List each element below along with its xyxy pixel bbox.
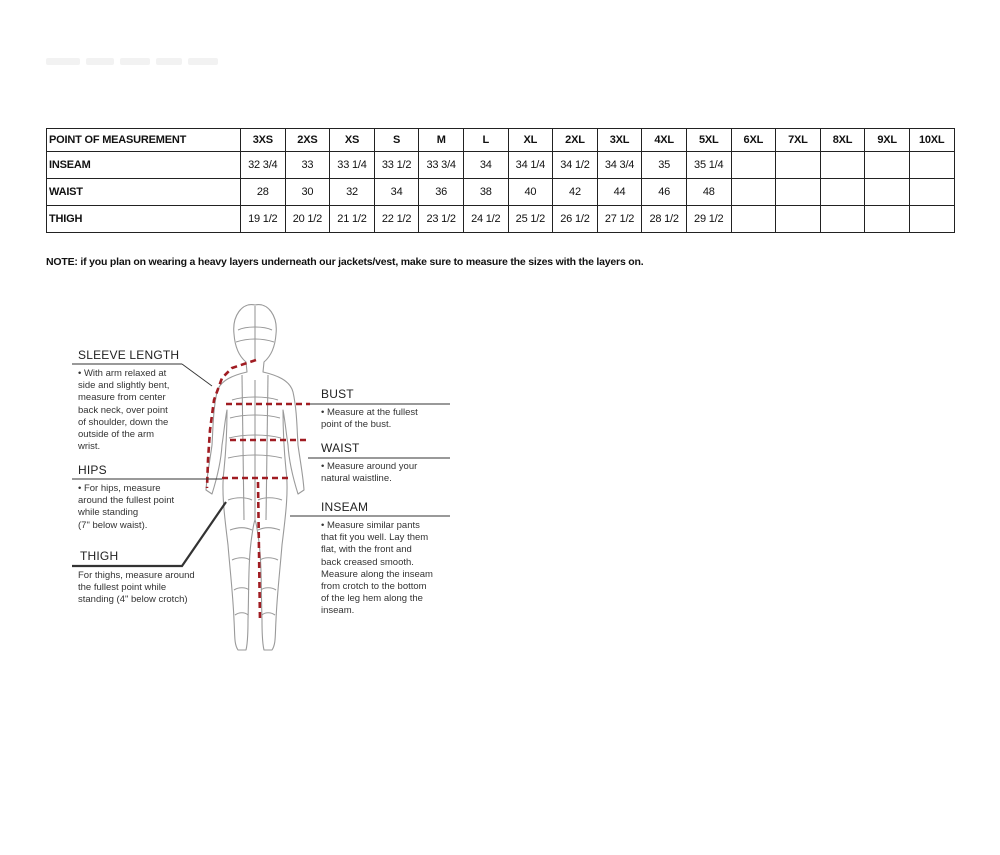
size-header-7xl: 7XL (776, 129, 821, 152)
sleeve-length-line (207, 360, 256, 488)
table-cell: 34 1/2 (553, 152, 598, 179)
size-header-9xl: 9XL (865, 129, 910, 152)
table-cell: 23 1/2 (419, 206, 464, 233)
measurement-header: POINT OF MEASUREMENT (47, 129, 241, 152)
table-cell: 33 1/4 (330, 152, 375, 179)
table-cell: 40 (508, 179, 553, 206)
table-cell: 20 1/2 (285, 206, 330, 233)
sleeve-length-title: SLEEVE LENGTH (78, 348, 180, 362)
waist-title: WAIST (321, 441, 360, 455)
sleeve-length-desc: • With arm relaxed at side and slightly bent, measure from center back neck, over point of shoulder, down the outside of the arm wrist. (78, 368, 170, 453)
inseam-desc: • Measure similar pants that fit you well. Lay them flat, with the front and back creased smooth. Measure along the inseam from crotch to the bottom of the leg hem along the inseam. (321, 520, 433, 617)
layering-note: NOTE: if you plan on wearing a heavy layers underneath our jackets/vest, make sure to measure the sizes with the layers on. (46, 256, 644, 268)
size-header-4xl: 4XL (642, 129, 687, 152)
row-label: WAIST (47, 179, 241, 206)
table-cell: 24 1/2 (463, 206, 508, 233)
table-cell: 22 1/2 (374, 206, 419, 233)
table-cell: 29 1/2 (686, 206, 731, 233)
table-cell: 30 (285, 179, 330, 206)
table-cell: 33 3/4 (419, 152, 464, 179)
size-header-l: L (463, 129, 508, 152)
row-label: THIGH (47, 206, 241, 233)
size-header-3xl: 3XL (597, 129, 642, 152)
size-header-8xl: 8XL (820, 129, 865, 152)
table-cell: 34 (374, 179, 419, 206)
table-cell: 32 3/4 (241, 152, 286, 179)
table-cell: 33 (285, 152, 330, 179)
table-cell: 21 1/2 (330, 206, 375, 233)
row-label: INSEAM (47, 152, 241, 179)
table-cell: 44 (597, 179, 642, 206)
inseam-line (258, 482, 260, 622)
table-cell: 28 1/2 (642, 206, 687, 233)
table-cell: 34 1/4 (508, 152, 553, 179)
size-header-xl: XL (508, 129, 553, 152)
size-header-xs: XS (330, 129, 375, 152)
size-header-6xl: 6XL (731, 129, 776, 152)
table-cell: 33 1/2 (374, 152, 419, 179)
table-cell: 35 1/4 (686, 152, 731, 179)
size-header-s: S (374, 129, 419, 152)
bust-title: BUST (321, 387, 354, 401)
inseam-title: INSEAM (321, 500, 369, 514)
size-header-5xl: 5XL (686, 129, 731, 152)
waist-desc: • Measure around your natural waistline. (321, 461, 418, 485)
table-cell: 46 (642, 179, 687, 206)
thigh-title: THIGH (80, 549, 119, 563)
table-cell: 26 1/2 (553, 206, 598, 233)
table-cell: 25 1/2 (508, 206, 553, 233)
table-cell: 38 (463, 179, 508, 206)
bust-desc: • Measure at the fullest point of the bust. (321, 407, 418, 431)
table-cell: 48 (686, 179, 731, 206)
thigh-desc: For thighs, measure around the fullest point while standing (4" below crotch) (78, 570, 195, 606)
table-cell: 42 (553, 179, 598, 206)
table-cell: 28 (241, 179, 286, 206)
table-cell: 27 1/2 (597, 206, 642, 233)
size-header-m: M (419, 129, 464, 152)
size-header-2xl: 2XL (553, 129, 598, 152)
size-header-3xs: 3XS (241, 129, 286, 152)
table-cell: 34 3/4 (597, 152, 642, 179)
hips-desc: • For hips, measure around the fullest point while standing (7" below waist). (78, 483, 175, 531)
table-cell: 19 1/2 (241, 206, 286, 233)
table-cell: 36 (419, 179, 464, 206)
hips-title: HIPS (78, 463, 107, 477)
size-header-10xl: 10XL (909, 129, 954, 152)
size-header-2xs: 2XS (285, 129, 330, 152)
table-cell: 34 (463, 152, 508, 179)
table-cell: 35 (642, 152, 687, 179)
table-cell: 32 (330, 179, 375, 206)
